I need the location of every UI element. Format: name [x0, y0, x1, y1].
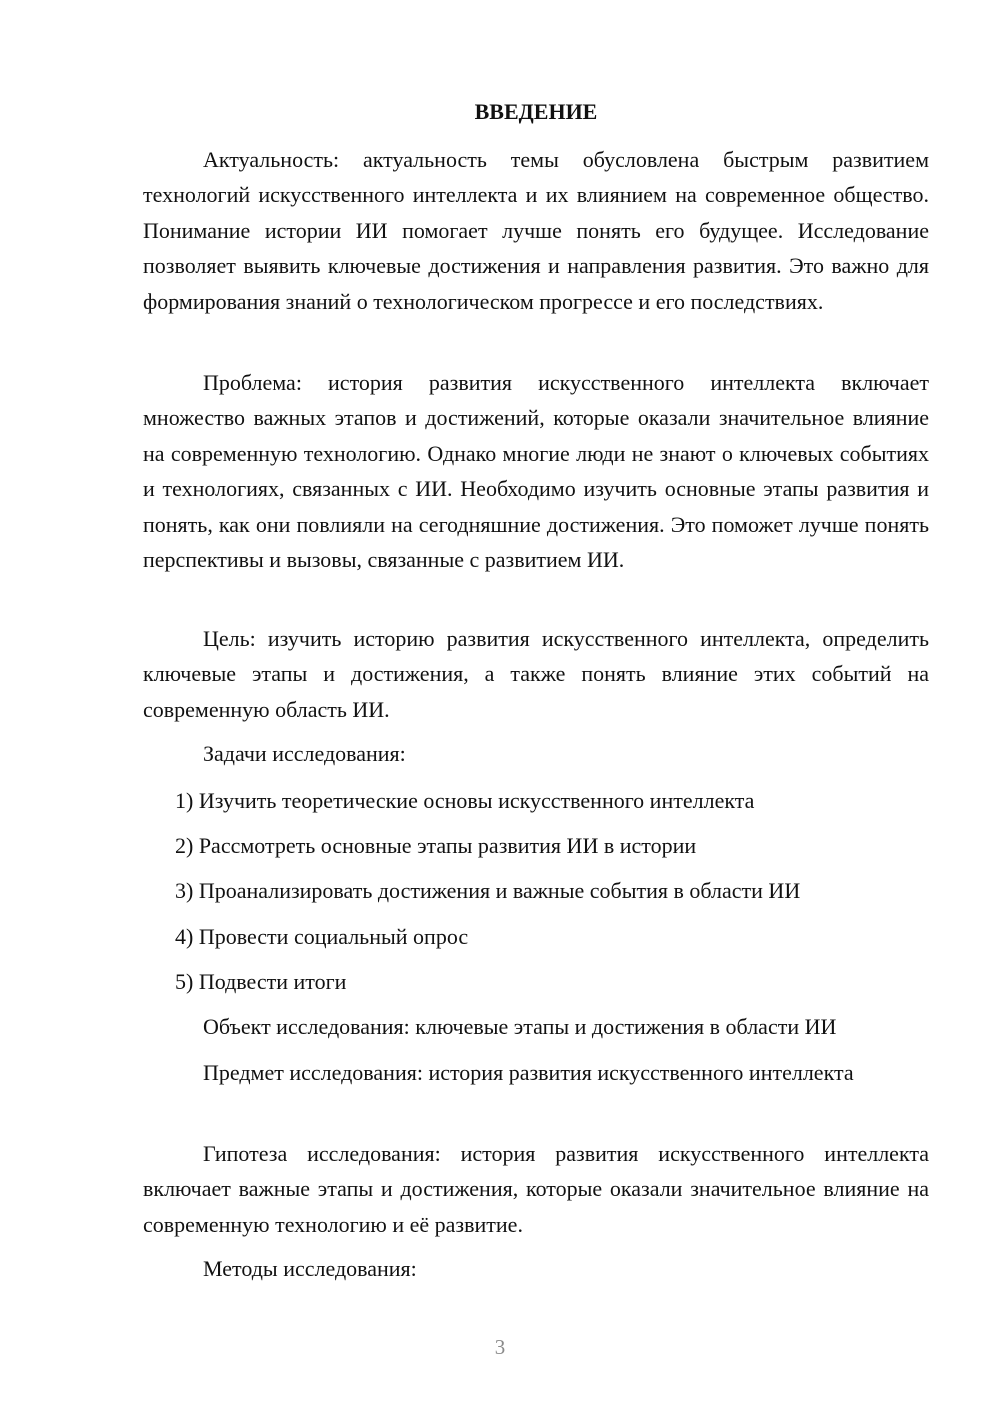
task-item: 2) Рассмотреть основные этапы развития ИИ в истории: [175, 833, 697, 858]
research-object: Объект исследования: ключевые этапы и достижения в области ИИ: [203, 1014, 837, 1039]
task-item: 1) Изучить теоретические основы искусственного интеллекта: [175, 788, 755, 813]
task-item: 3) Проанализировать достижения и важные события в области ИИ: [175, 878, 801, 903]
methods-heading: Методы исследования:: [203, 1256, 417, 1281]
page-number: 3: [494, 1335, 506, 1359]
task-item: 5) Подвести итоги: [175, 969, 347, 994]
research-hypothesis: Гипотеза исследования: история развития искусственного интеллекта включает важные этапы и достижения, которые оказали значительное влияние на современную технологию и её развитие.: [143, 1141, 929, 1237]
section-title: ВВЕДЕНИЕ: [474, 99, 598, 124]
problem-paragraph: Проблема: история развития искусственного интеллекта включает множество важных этапов и достижений, которые оказали значительное влияние на современную технологию. Однако многие люди не знают о ключевых событиях и технологиях, связанных с ИИ. Необходимо изучить основные этапы развития и понять, как они повлияли на сегодняшние достижения. Это поможет лучше понять перспективы и вызовы, связанные с развитием ИИ.: [143, 370, 929, 573]
goal-paragraph: Цель: изучить историю развития искусственного интеллекта, определить ключевые этапы и достижения, а также понять влияние этих событий на современную область ИИ.: [143, 626, 929, 722]
research-subject: Предмет исследования: история развития искусственного интеллекта: [203, 1060, 854, 1085]
relevance-paragraph: Актуальность: актуальность темы обусловлена быстрым развитием технологий искусственного интеллекта и их влиянием на современное общество. Понимание истории ИИ помогает лучше понять его будущее. Исследование позволяет выявить ключевые достижения и направления развития. Это важно для формирования знаний о технологическом прогрессе и его последствиях.: [143, 147, 929, 314]
task-item: 4) Провести социальный опрос: [175, 924, 469, 949]
tasks-heading: Задачи исследования:: [203, 741, 406, 766]
